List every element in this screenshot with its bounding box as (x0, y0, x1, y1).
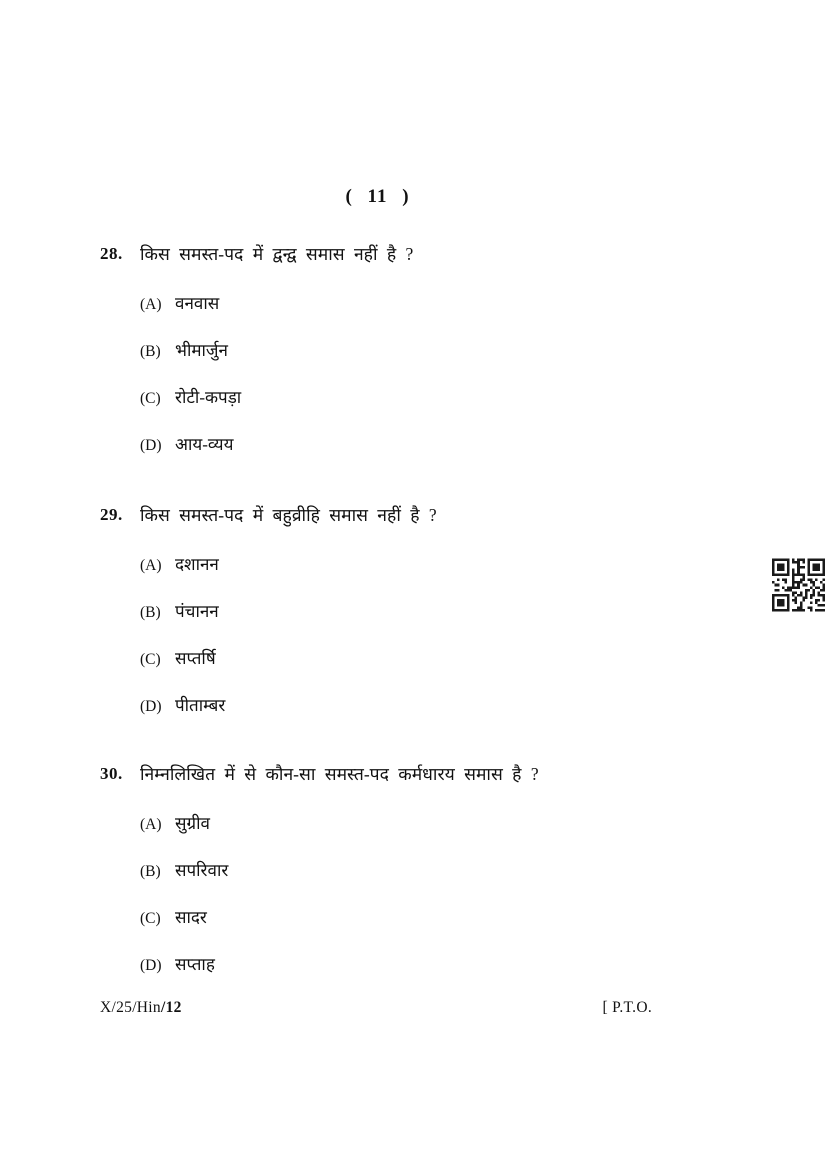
option-label: (B) (140, 343, 161, 360)
option-c (140, 908, 680, 929)
question-text: किस समस्त-पद में द्वन्द्व समास नहीं है ? (140, 244, 414, 264)
option-b (140, 341, 680, 362)
option-d (140, 696, 680, 717)
pto-label: [ P.T.O. (602, 999, 652, 1016)
option-a (140, 814, 680, 835)
option-text: सपरिवार (175, 861, 229, 880)
paper-code: X/25/Hin/12 (100, 999, 182, 1016)
option-label: (D) (140, 957, 162, 974)
question-number: 28. (100, 244, 123, 263)
qr-code (772, 558, 825, 612)
question-28 (100, 243, 680, 482)
option-a (140, 555, 680, 576)
option-text: वनवास (175, 294, 220, 313)
option-b (140, 602, 680, 623)
option-label: (B) (140, 863, 161, 880)
option-label: (C) (140, 910, 161, 927)
option-text: आय-व्यय (175, 435, 234, 454)
option-b (140, 861, 680, 882)
question-29 (100, 504, 680, 743)
option-d (140, 435, 680, 456)
option-text: पंचानन (175, 602, 219, 621)
question-text: किस समस्त-पद में बहुव्रीहि समास नहीं है ? (140, 505, 437, 525)
option-text: सादर (175, 908, 207, 927)
question-number: 30. (100, 764, 123, 783)
option-text: पीताम्बर (175, 696, 226, 715)
option-c (140, 388, 680, 409)
option-label: (B) (140, 604, 161, 621)
option-text: दशानन (175, 555, 219, 574)
qr-code-icon (772, 558, 825, 612)
option-label: (D) (140, 437, 162, 454)
option-text: सप्तर्षि (175, 649, 216, 668)
page-number: ( 11 ) (345, 186, 410, 207)
option-text: सप्ताह (175, 955, 215, 974)
option-label: (A) (140, 557, 162, 574)
option-c (140, 649, 680, 670)
option-label: (A) (140, 816, 162, 833)
question-number: 29. (100, 505, 123, 524)
option-d (140, 955, 680, 976)
page-footer (100, 999, 652, 1017)
option-label: (D) (140, 698, 162, 715)
option-a (140, 294, 680, 315)
question-30 (100, 763, 680, 1002)
option-text: रोटी-कपड़ा (175, 388, 242, 407)
option-text: सुग्रीव (175, 814, 210, 833)
option-text: भीमार्जुन (175, 341, 228, 360)
option-label: (C) (140, 651, 161, 668)
option-label: (A) (140, 296, 162, 313)
question-text: निम्नलिखित में से कौन-सा समस्त-पद कर्मधारय समास है ? (140, 764, 539, 784)
option-label: (C) (140, 390, 161, 407)
